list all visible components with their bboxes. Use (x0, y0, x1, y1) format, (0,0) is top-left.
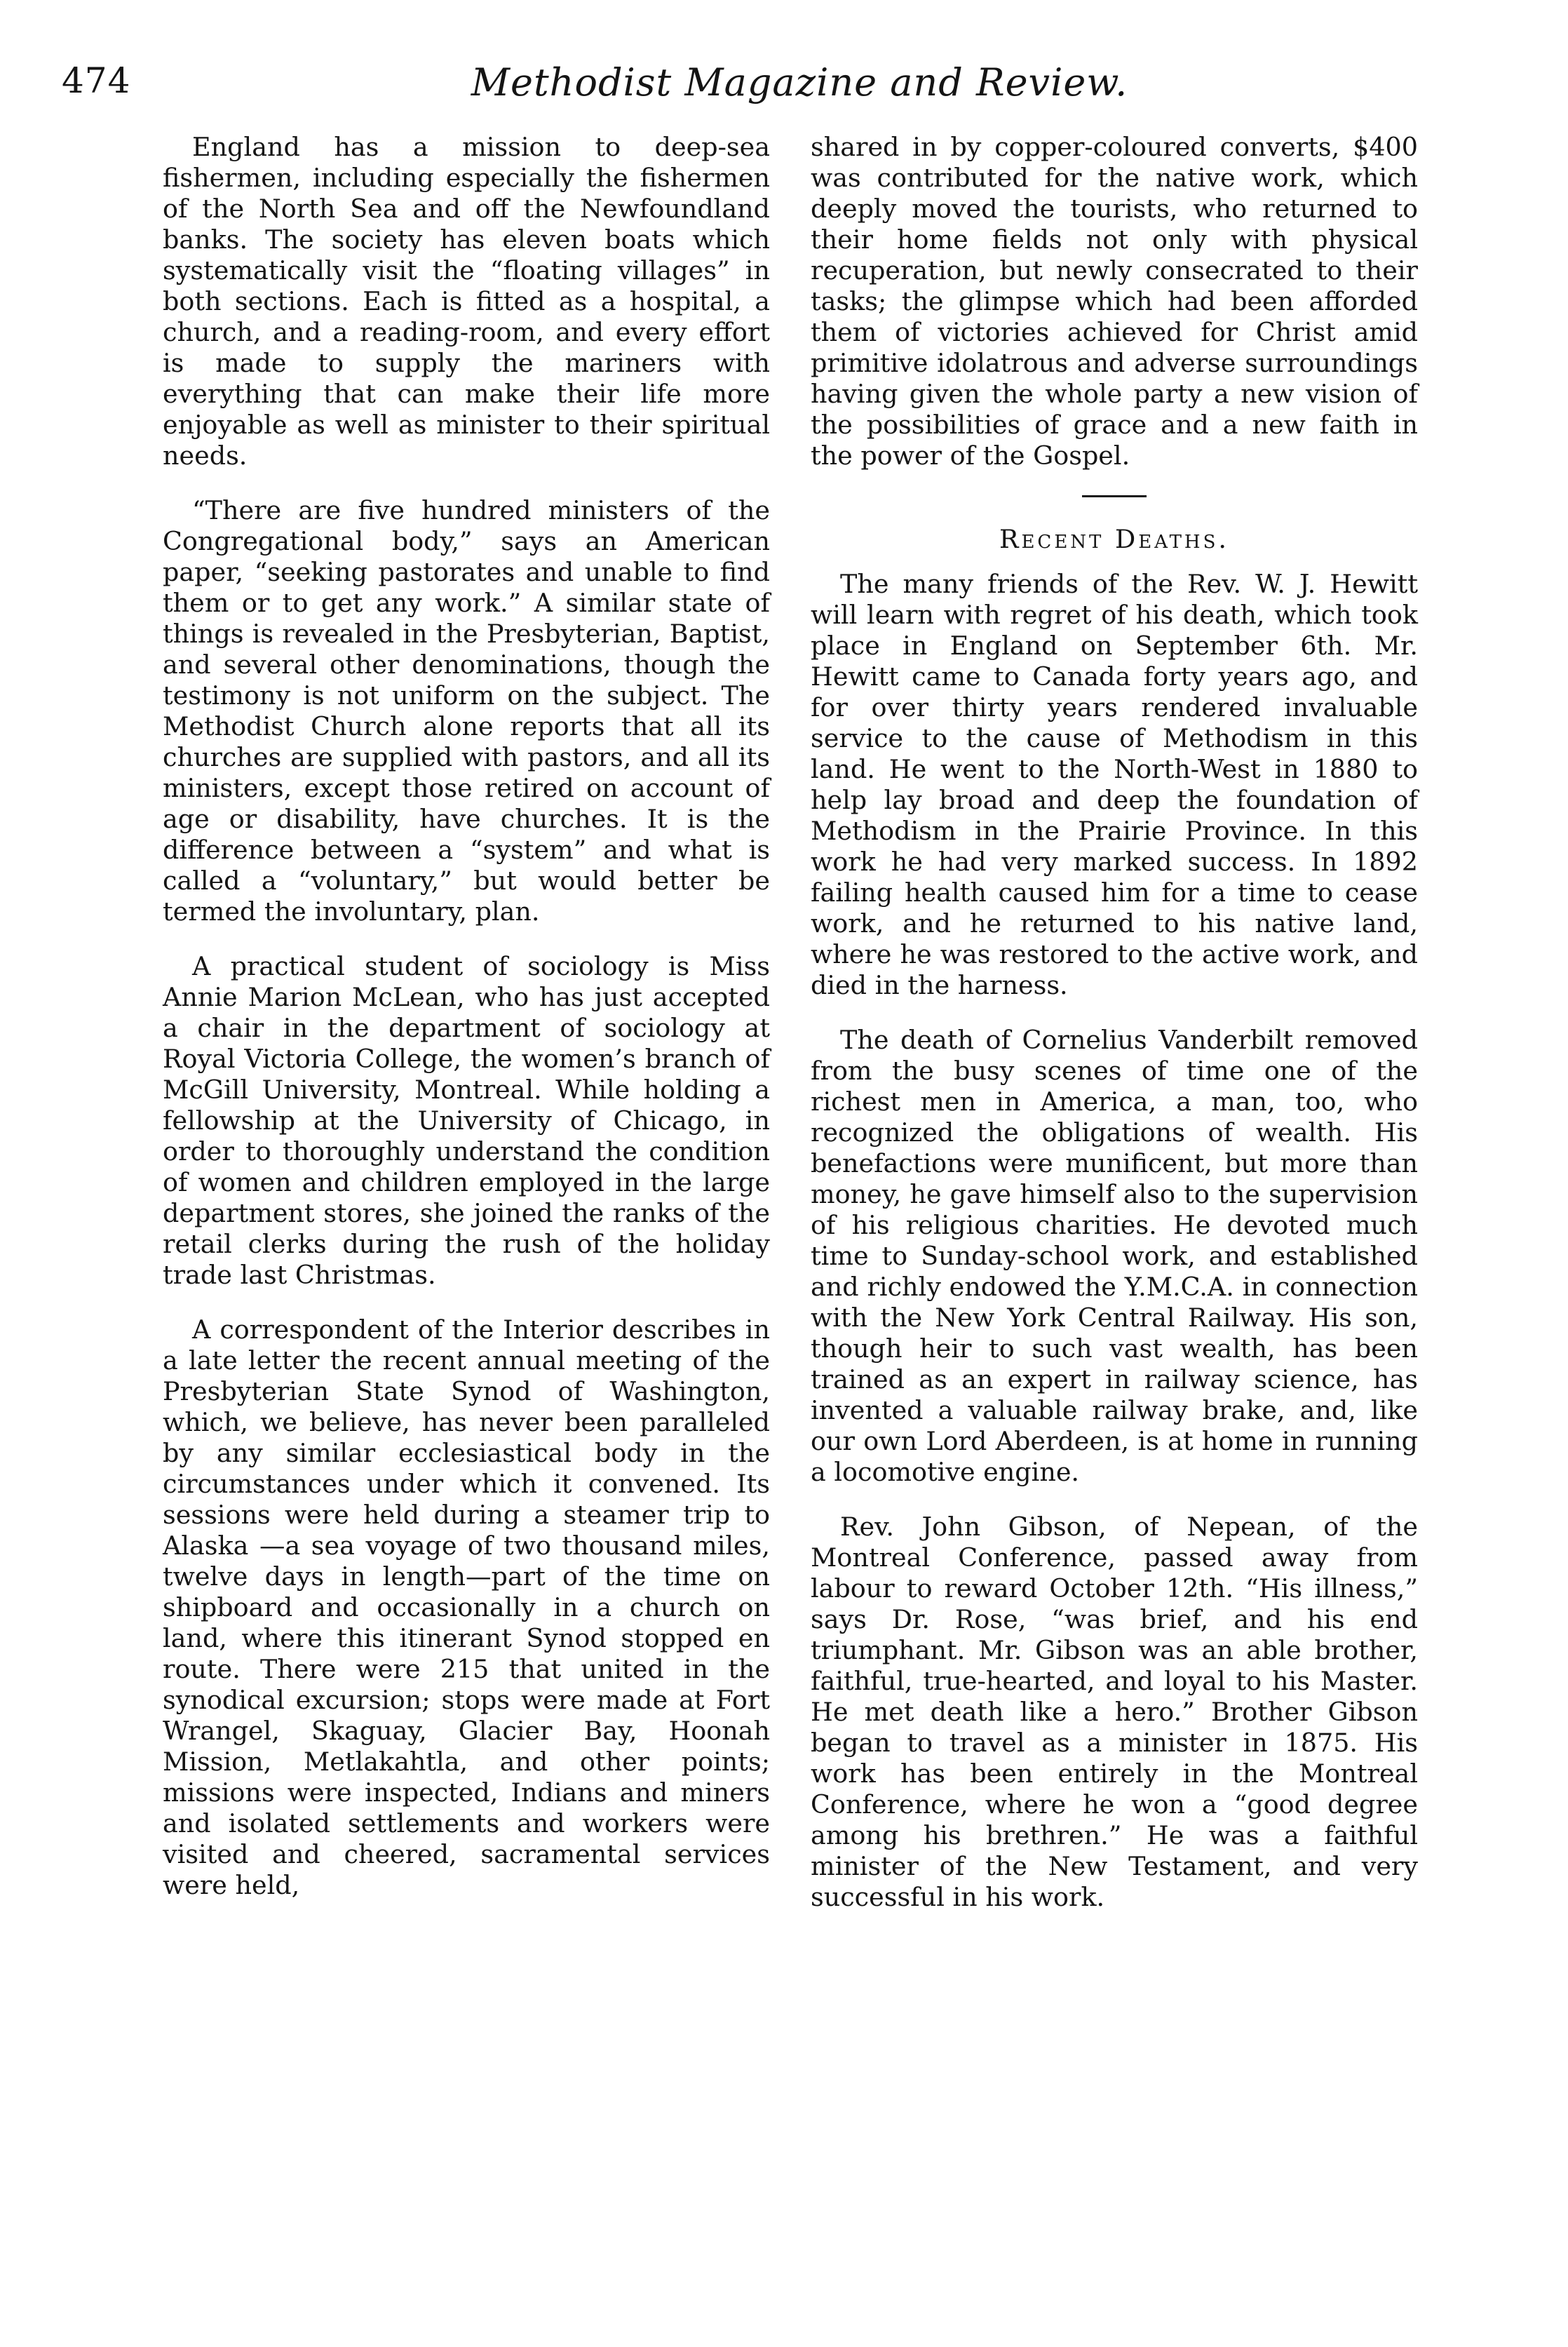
paragraph-annie-mclean: A practical student of sociology is Miss Annie Marion McLean, who has just accepted a chair in the department of sociology at Royal Victoria College, the women’s branch of McGill University, Montreal. While holding a fellowship at the University of Chicago, in order to thoroughly understand the condition of women and children employed in the large department stores, she joined the ranks of the retail clerks during the rush of the holiday trade last Christmas. (163, 951, 770, 1290)
running-title: Methodist Magazine and Review. (471, 60, 1128, 105)
paragraph-deep-sea-mission: England has a mission to deep-sea fishermen, including especially the fishermen of the North Sea and off the Newfoundland banks. The society has eleven boats which systematically visit the “floating villages” in both sections. Each is fitted as a hospital, a church, and a reading-room, and every effort is made to supply the mariners with everything that can make their life more enjoyable as well as minister to their spiritual needs. (163, 132, 770, 471)
section-divider (1082, 495, 1147, 497)
page-number: 474 (62, 60, 131, 101)
section-heading-recent-deaths: Recent Deaths. (999, 524, 1230, 554)
left-column (163, 132, 770, 1925)
right-column (811, 132, 1418, 1937)
paragraph-congregational-ministers: “There are five hundred ministers of the Congregational body,” says an American paper, “seeking pastorates and unable to find them or to get any work.” A similar state of things is revealed in the Presbyterian, Baptist, and several other denominations, though the testimony is not uniform on the subject. The Methodist Church alone reports that all its churches are supplied with pastors, and all its ministers, except those retired on account of age or disability, have churches. It is the difference between a “system” and what is called a “voluntary,” but would better be termed the involuntary, plan. (163, 495, 770, 927)
paragraph-alaska-synod: A correspondent of the Interior describes in a late letter the recent annual meeting of the Presbyterian State Synod of Washington, which, we believe, has never been paralleled by any similar ecclesiastical body in the circumstances under which it convened. Its sessions were held during a steamer trip to Alaska —a sea voyage of two thousand miles, twelve days in length—part of the time on shipboard and occasionally in a church on land, where this itinerant Synod stopped en route. There were 215 that united in the synodical excursion; stops were made at Fort Wrangel, Skaguay, Glacier Bay, Hoonah Mission, Metlakahtla, and other points; missions were inspected, Indians and miners and isolated settlements and workers were visited and cheered, sacramental services were held, (163, 1314, 770, 1900)
paragraph-alaska-continuation: shared in by copper-coloured converts, $400 was contributed for the native work, which deeply moved the tourists, who returned to their home fields not only with physical recuperation, but newly consecrated to their tasks; the glimpse which had been afforded them of victories achieved for Christ amid primitive idolatrous and adverse surroundings having given the whole party a new vision of the possibilities of grace and a new faith in the power of the Gospel. (811, 132, 1418, 471)
paragraph-hewitt: The many friends of the Rev. W. J. Hewitt will learn with regret of his death, which took place in England on September 6th. Mr. Hewitt came to Canada forty years ago, and for over thirty years rendered invaluable service to the cause of Methodism in this land. He went to the North-West in 1880 to help lay broad and deep the foundation of Methodism in the Prairie Province. In this work he had very marked success. In 1892 failing health caused him for a time to cease work, and he returned to his native land, where he was restored to the active work, and died in the harness. (811, 569, 1418, 1000)
paragraph-vanderbilt: The death of Cornelius Vanderbilt removed from the busy scenes of time one of the richest men in America, a man, too, who recognized the obligations of wealth. His benefactions were munificent, but more than money, he gave himself also to the supervision of his religious charities. He devoted much time to Sunday-school work, and established and richly endowed the Y.M.C.A. in connection with the New York Central Railway. His son, though heir to such vast wealth, has been trained as an expert in railway science, has invented a valuable railway brake, and, like our own Lord Aberdeen, is at home in running a locomotive engine. (811, 1025, 1418, 1487)
paragraph-gibson: Rev. John Gibson, of Nepean, of the Montreal Conference, passed away from labour to reward October 12th. “His illness,” says Dr. Rose, “was brief, and his end triumphant. Mr. Gibson was an able brother, faithful, true-hearted, and loyal to his Master. He met death like a hero.” Brother Gibson began to travel as a minister in 1875. His work has been entirely in the Montreal Conference, where he won a “good degree among his brethren.” He was a faithful minister of the New Testament, and very successful in his work. (811, 1512, 1418, 1912)
